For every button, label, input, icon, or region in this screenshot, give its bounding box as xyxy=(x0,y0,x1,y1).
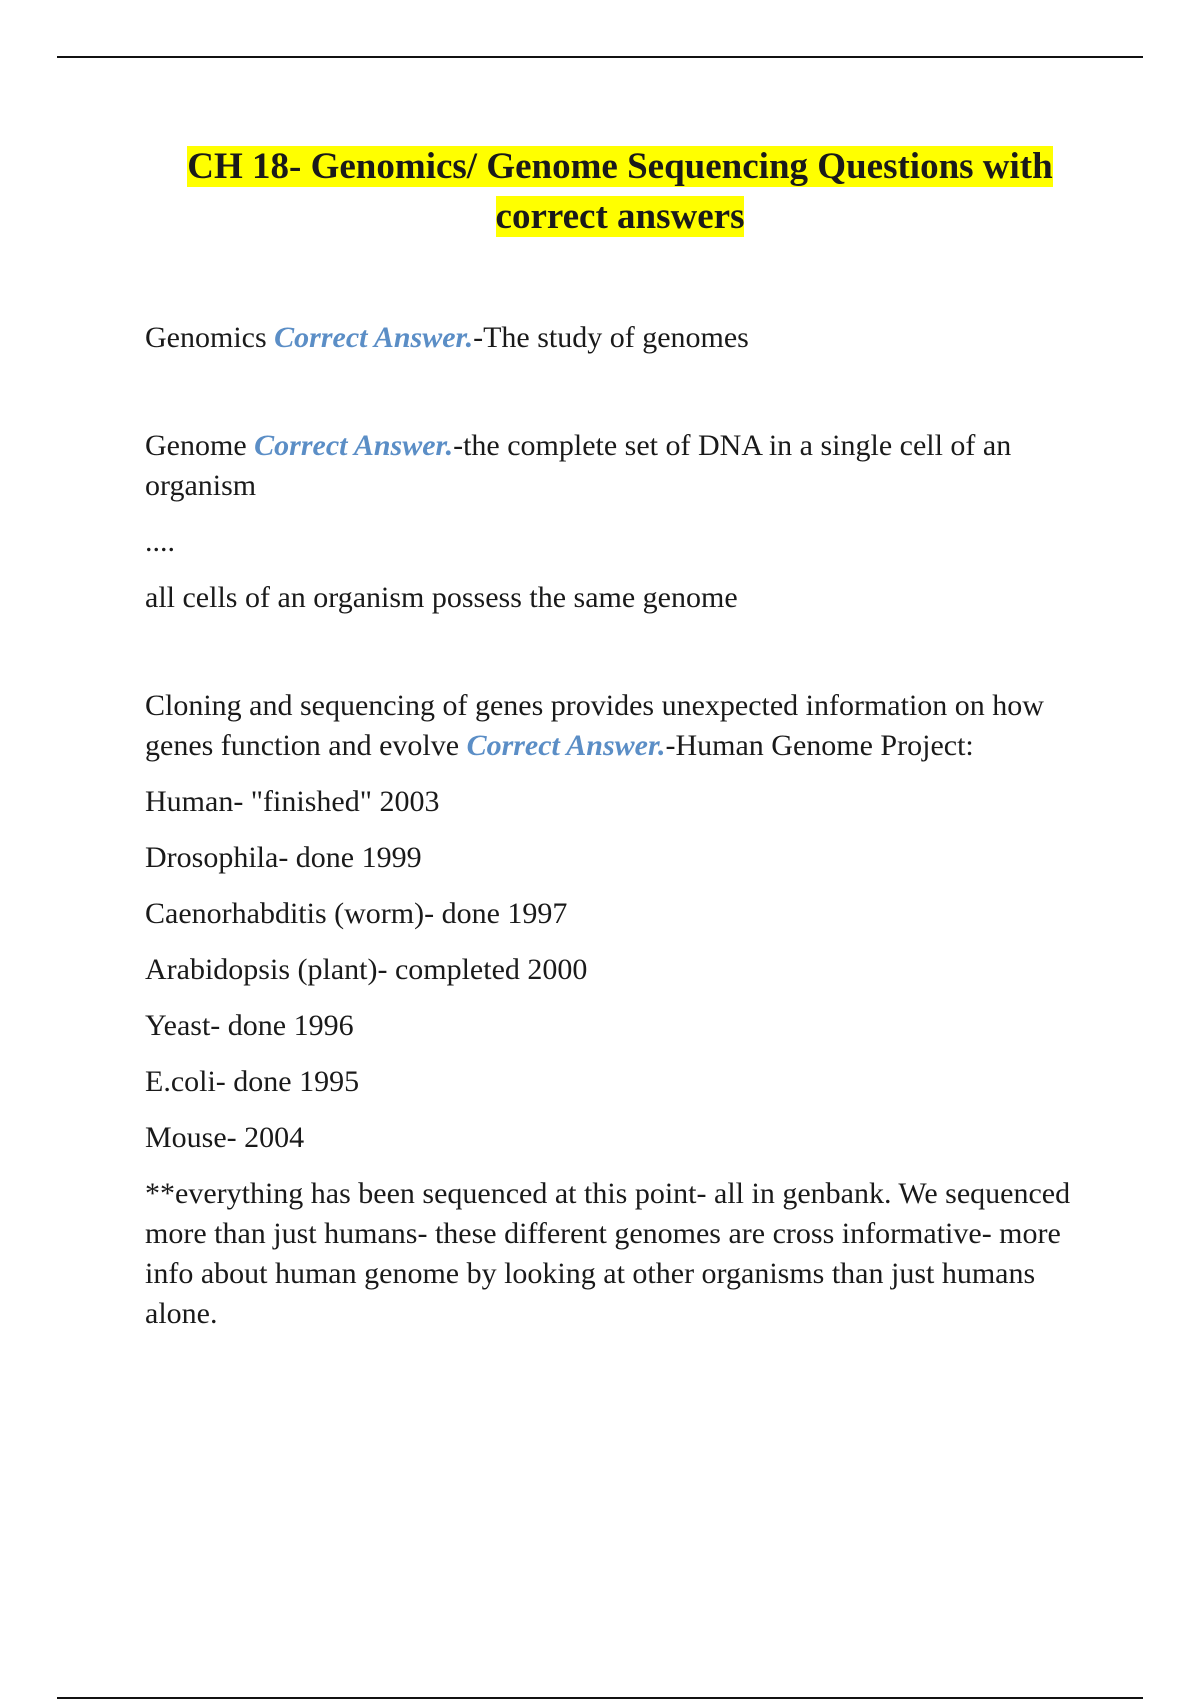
ellipsis-line: .... xyxy=(145,525,175,558)
answer-text: -the complete set of DNA in a single cell of an organism xyxy=(145,429,1012,502)
top-rule xyxy=(57,56,1143,58)
project-line: Yeast- done 1996 xyxy=(145,1009,354,1042)
project-line: Mouse- 2004 xyxy=(145,1121,305,1154)
note-paragraph: **everything has been sequenced at this point- all in genbank. We sequenced more than just humans- these different genomes are cross informative- more info about human genome by looking at other organisms than just humans alone. xyxy=(145,1177,1071,1330)
question-text: Genomics xyxy=(145,321,275,354)
project-line: Caenorhabditis (worm)- done 1997 xyxy=(145,897,568,930)
answer-text: -The study of genomes xyxy=(473,321,749,354)
project-line: E.coli- done 1995 xyxy=(145,1065,360,1098)
qa-item-genome xyxy=(145,426,1095,506)
question-text: Cloning and sequencing of genes provides unexpected information on how genes function and evolve xyxy=(145,689,1044,762)
answer-text: -Human Genome Project: xyxy=(665,729,974,762)
title-line-1: CH 18- Genomics/ Genome Sequencing Questions with xyxy=(187,146,1053,187)
question-text: Genome xyxy=(145,429,255,462)
project-line: Human- "finished" 2003 xyxy=(145,785,440,818)
qa-item-cloning xyxy=(145,686,1095,766)
correct-answer-label: Correct Answer. xyxy=(466,729,666,762)
project-line: Drosophila- done 1999 xyxy=(145,841,422,874)
qa-item-genomics xyxy=(145,318,1095,358)
project-line: Arabidopsis (plant)- completed 2000 xyxy=(145,953,588,986)
document-body xyxy=(145,142,1095,1334)
page-title xyxy=(145,142,1095,242)
bottom-rule xyxy=(57,1697,1143,1699)
correct-answer-label: Correct Answer. xyxy=(274,321,474,354)
title-line-2: correct answers xyxy=(495,196,745,237)
genome-extra-line: all cells of an organism possess the same genome xyxy=(145,581,738,614)
correct-answer-label: Correct Answer. xyxy=(254,429,454,462)
